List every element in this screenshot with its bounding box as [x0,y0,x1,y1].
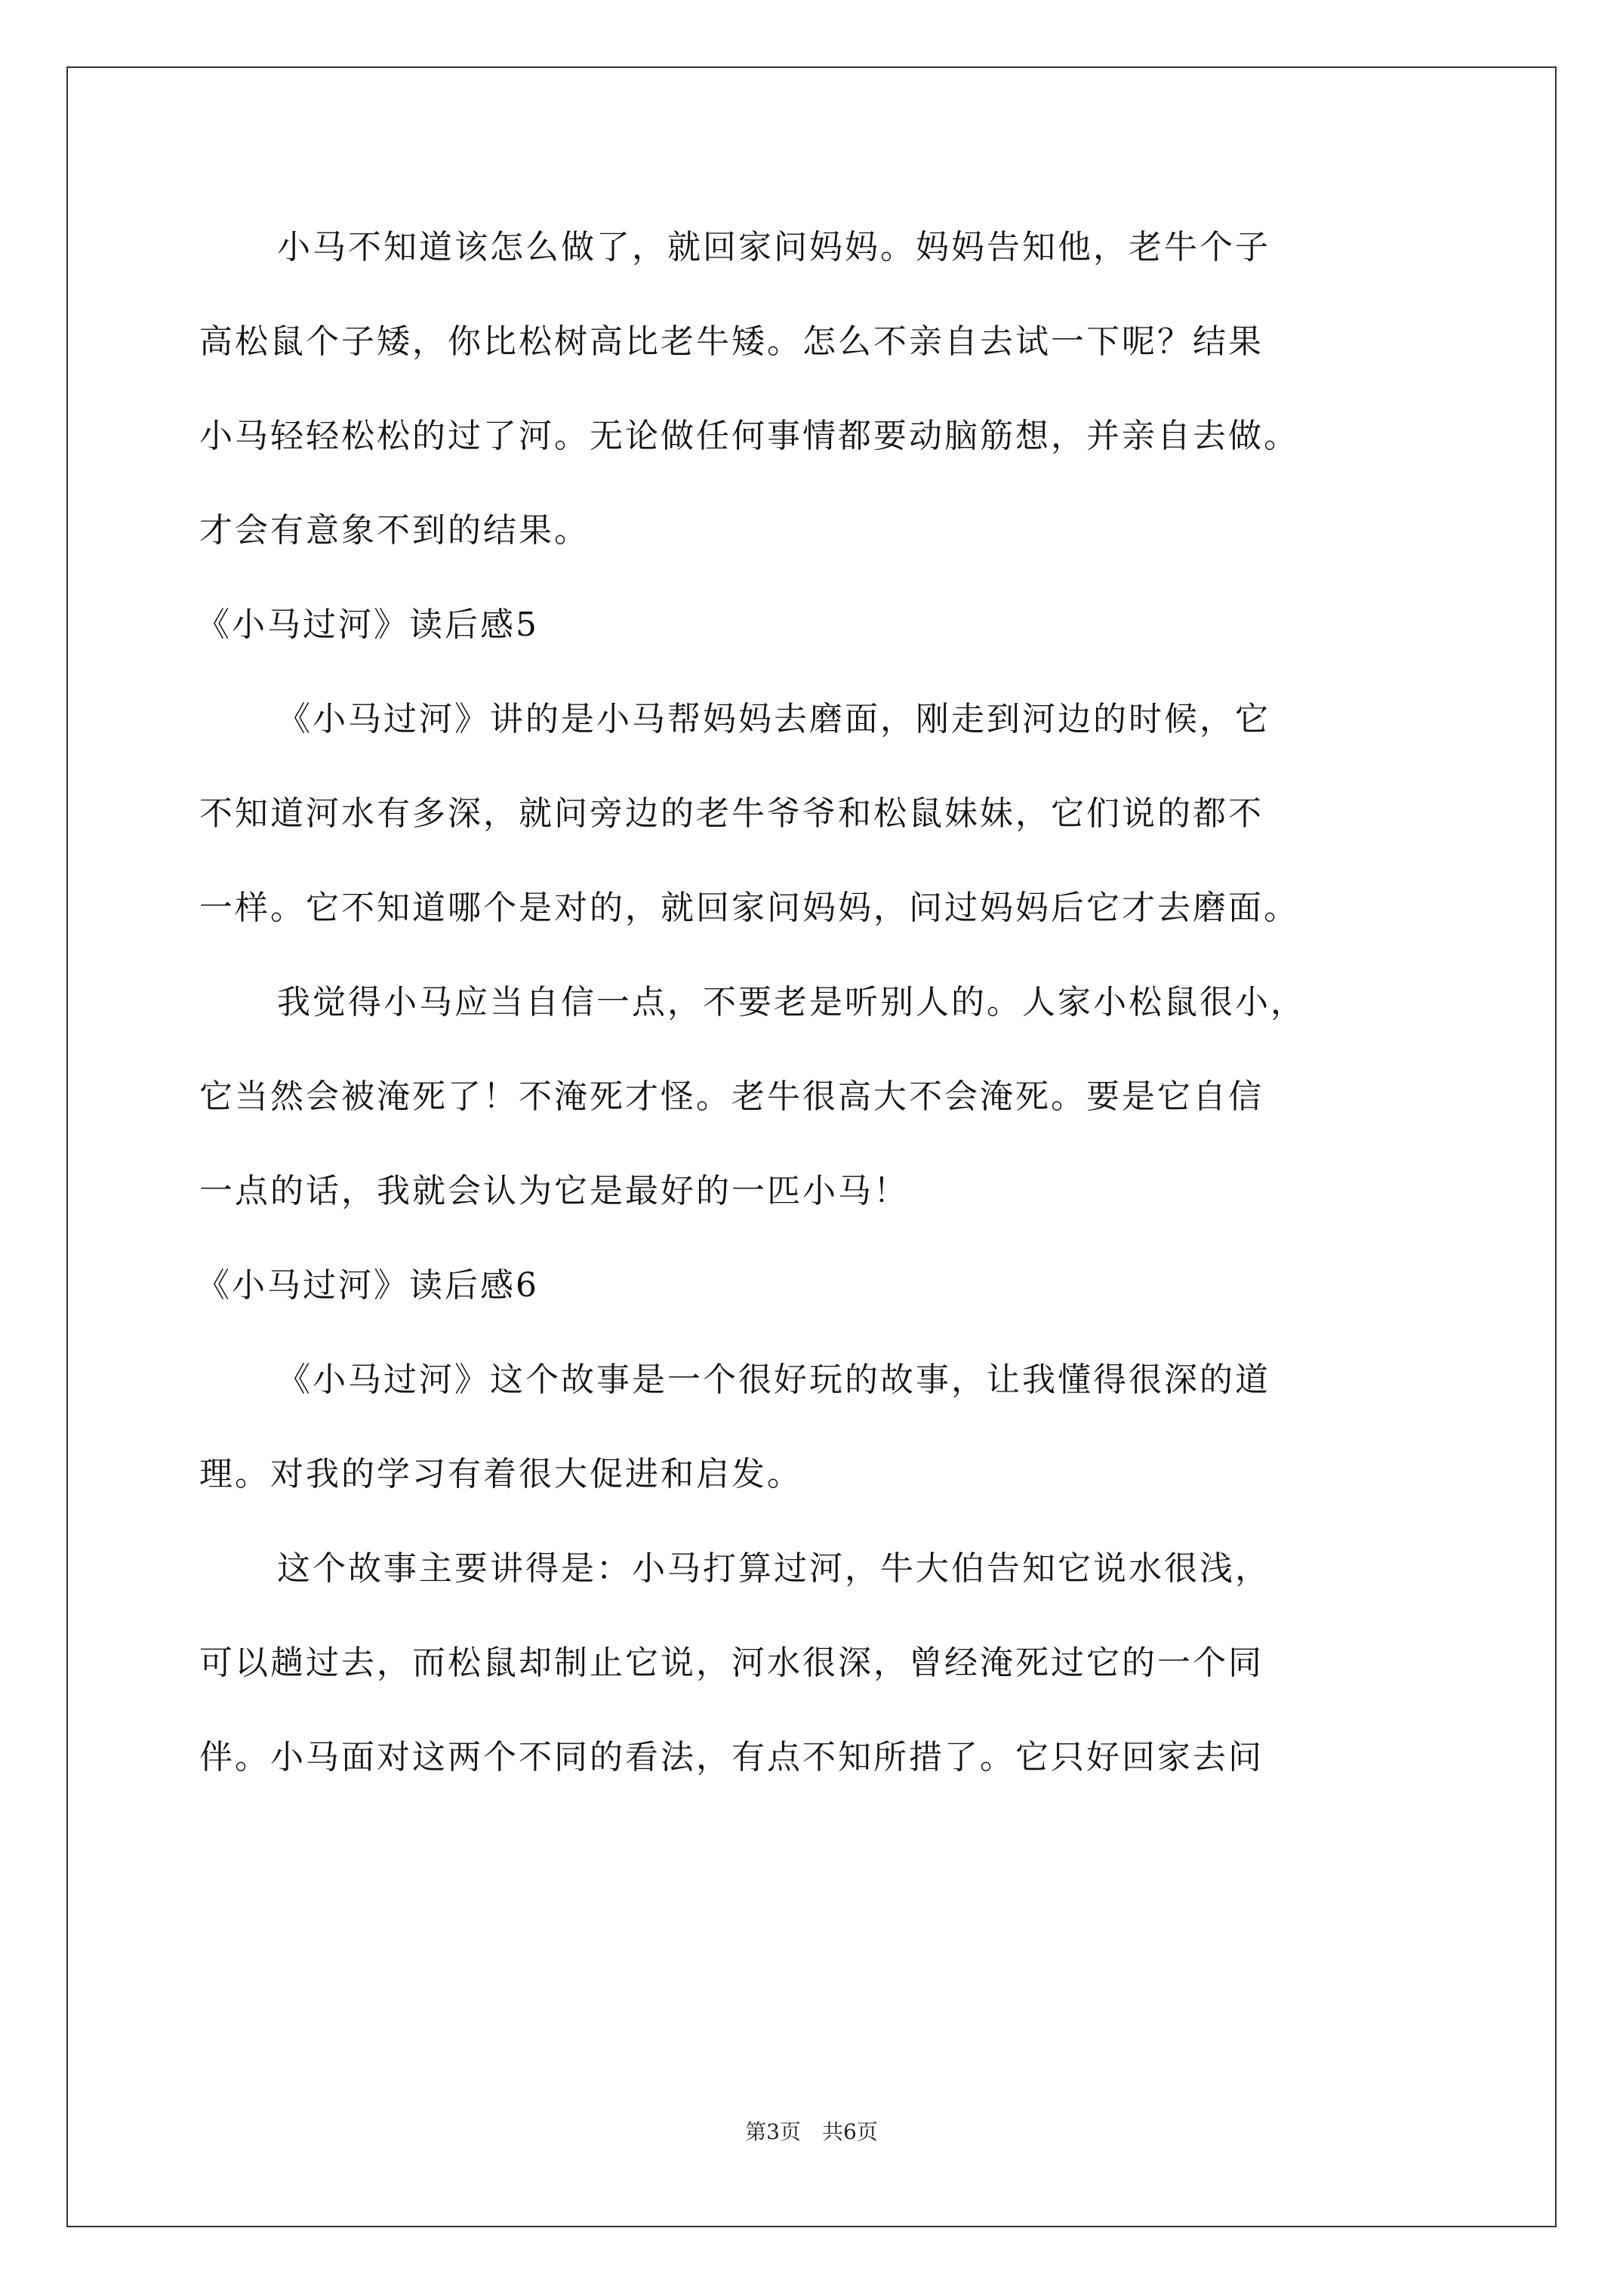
paragraph-line: 一样。它不知道哪个是对的，就回家问妈妈，问过妈妈后它才去磨面。 [199,889,1299,927]
paragraph-line: 可以趟过去，而松鼠却制止它说，河水很深，曾经淹死过它的一个同 [199,1644,1264,1682]
paragraph-line: 小马不知道该怎么做了，就回家问妈妈。妈妈告知他，老牛个子 [277,228,1270,267]
paragraph-line: 这个故事主要讲得是：小马打算过河，牛大伯告知它说水很浅， [277,1549,1270,1588]
section-heading: 《小马过河》读后感5 [196,606,539,644]
paragraph-line: 小马轻轻松松的过了河。无论做任何事情都要动脑筋想，并亲自去做。 [199,417,1299,455]
paragraph-line: 理。对我的学习有着很大促进和启发。 [199,1455,802,1493]
paragraph-line: 《小马过河》这个故事是一个很好玩的故事，让我懂得很深的道 [277,1361,1270,1399]
section-heading: 《小马过河》读后感6 [196,1266,539,1305]
paragraph-line: 不知道河水有多深，就问旁边的老牛爷爷和松鼠妹妹，它们说的都不 [199,794,1264,833]
page-border [66,66,1557,2227]
paragraph-line: 一点的话，我就会认为它是最好的一匹小马！ [199,1172,909,1210]
paragraph-line: 《小马过河》讲的是小马帮妈妈去磨面，刚走到河边的时候，它 [277,700,1270,738]
paragraph-line: 才会有意象不到的结果。 [199,511,590,550]
paragraph-line: 高松鼠个子矮，你比松树高比老牛矮。怎么不亲自去试一下呢？结果 [199,322,1264,361]
paragraph-line: 伴。小马面对这两个不同的看法，有点不知所措了。它只好回家去问 [199,1738,1264,1777]
paragraph-line: 我觉得小马应当自信一点，不要老是听别人的。人家小松鼠很小， [277,983,1306,1022]
page-footer: 第3页 共6页 [745,2119,878,2144]
paragraph-line: 它当然会被淹死了！不淹死才怪。老牛很高大不会淹死。要是它自信 [199,1077,1264,1116]
